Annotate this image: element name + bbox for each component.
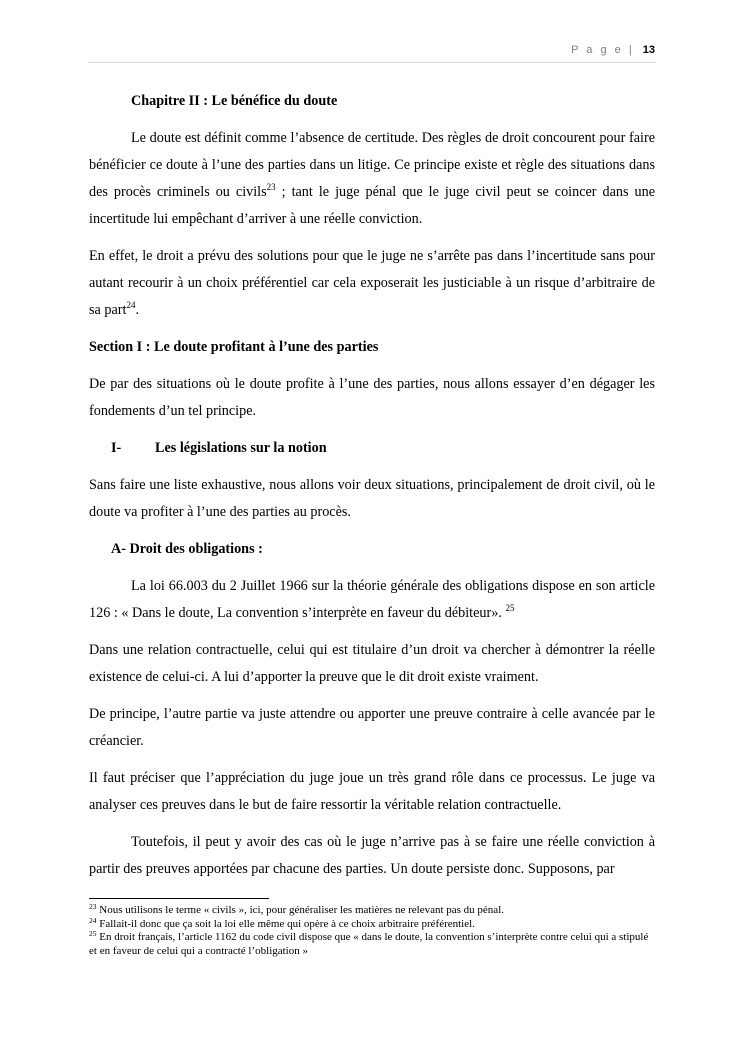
subsection-numeral: I- — [111, 440, 122, 456]
footnote-24 — [89, 915, 655, 932]
subsection-heading — [111, 435, 655, 462]
paragraph-2 — [89, 243, 655, 324]
paragraph-4: Sans faire une liste exhaustive, nous allons voir deux situations, principalement de droit civil, où le doute va profiter à l’une des parties au procès. — [89, 477, 655, 520]
document-body — [89, 88, 655, 893]
paragraph-3: De par des situations où le doute profite à l’une des parties, nous allons essayer d’en dégager les fondements d’un tel principe. — [89, 376, 655, 419]
footnote-text: Fallait-il donc que ça soit la loi elle même qui opère à ce choix arbitraire préférentiel. — [96, 917, 475, 930]
subsubsection-heading: A- Droit des obligations : — [111, 541, 263, 557]
footnote-number: 25 — [89, 929, 97, 938]
paragraph-5-text: La loi 66.003 du 2 Juillet 1966 sur la théorie générale des obligations dispose en son article 126 : « Dans le doute, La convention s’interprète en faveur du débiteur». — [89, 578, 655, 621]
footnote-ref-23: 23 — [266, 182, 276, 192]
footnote-ref-25: 25 — [505, 603, 515, 613]
footnote-ref-24: 24 — [126, 300, 136, 310]
header-rule — [88, 62, 656, 63]
paragraph-2-text-a: En effet, le droit a prévu des solutions pour que le juge ne s’arrête pas dans l’incertitude sans pour autant recourir à un choix préférentiel car cela exposerait les justiciable à un risque d’arbitraire de sa part — [89, 248, 655, 318]
page-header — [571, 44, 655, 56]
paragraph-8: Il faut préciser que l’appréciation du juge joue un très grand rôle dans ce processus. Le juge va analyser ces preuves dans le but de faire ressortir la véritable relation contractuelle. — [89, 770, 655, 813]
footnote-text: En droit français, l’article 1162 du code civil dispose que « dans le doute, la convention s’interprète contre celui qui a stipulé et en faveur de celui qui a contracté l’obligation » — [89, 931, 649, 957]
page-separator: | — [628, 44, 635, 56]
footnote-25 — [89, 931, 655, 958]
paragraph-5 — [89, 573, 655, 627]
paragraph-6: Dans une relation contractuelle, celui qui est titulaire d’un droit va chercher à démontrer la réelle existence de celui-ci. A lui d’apporter la preuve que le dit droit existe vraiment. — [89, 642, 655, 685]
paragraph-1 — [89, 125, 655, 233]
footnote-separator — [89, 898, 269, 899]
paragraph-1-text-b: ; tant le juge pénal que le juge civil peut se coincer dans une incertitude lui empêchant d’arriver à une réelle conviction. — [89, 184, 655, 227]
footnote-23 — [89, 904, 655, 918]
section-title: Section I : Le doute profitant à l’une des parties — [89, 339, 379, 355]
footnote-number: 23 — [89, 902, 97, 911]
paragraph-2-text-b: . — [135, 302, 139, 318]
paragraph-7: De principe, l’autre partie va juste attendre ou apporter une preuve contraire à celle avancée par le créancier. — [89, 706, 655, 749]
footnote-number: 24 — [89, 915, 97, 925]
paragraph-9: Toutefois, il peut y avoir des cas où le juge n’arrive pas à se faire une réelle conviction à partir des preuves apportées par chacune des parties. Un doute persiste donc. Supposons, par — [89, 834, 655, 877]
chapter-title: Chapitre II : Le bénéfice du doute — [131, 93, 338, 109]
page-label: P a g e — [571, 44, 624, 56]
page-number: 13 — [642, 44, 655, 56]
subsection-title: Les législations sur la notion — [155, 440, 327, 456]
footnotes — [89, 904, 655, 958]
paragraph-1-text-a: Le doute est définit comme l’absence de certitude. Des règles de droit concourent pour faire bénéficier ce doute à l’une des parties dans un litige. Ce principe existe et règle des situations dans des procès criminels ou civils — [89, 130, 655, 200]
footnote-text: Nous utilisons le terme « civils », ici, pour généraliser les matières ne relevant pas du pénal. — [96, 904, 504, 916]
